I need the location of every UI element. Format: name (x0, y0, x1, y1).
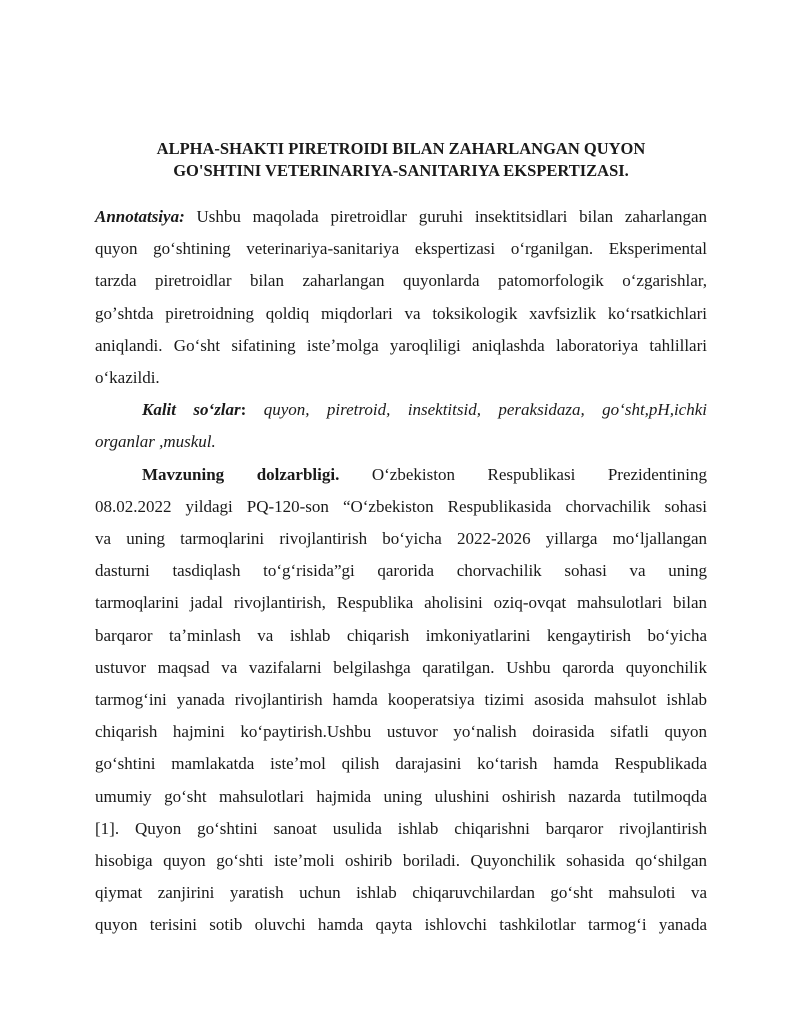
relevance-text: Oʻzbekiston Respublikasi Prezidentining (339, 464, 707, 484)
relevance-line: [1]. Quyon goʻshtini sanoat usulida ishlab chiqarishni barqaror rivojlantirish (95, 818, 707, 838)
relevance-line: va uning tarmoqlarini rivojlantirish boʻyicha 2022-2026 yillarga moʻljallangan (95, 529, 707, 549)
keywords-label: Kalit soʻzlar (142, 400, 241, 420)
relevance-line: hisobiga quyon goʻshti isteʼmoli oshirib boriladi. Quyonchilik sohasida qoʻshilgan (95, 851, 707, 871)
relevance-line: ustuvor maqsad va vazifalarni belgilashga qaratilgan. Ushbu qarorda quyonchilik (95, 657, 707, 677)
relevance-line: tarmogʻini yanada rivojlantirish hamda kooperatsiya tizimi asosida mahsulot ishlab (95, 690, 707, 710)
keywords-paragraph (95, 394, 707, 458)
annotation-paragraph (95, 201, 707, 394)
annotation-line: tarzda piretroidlar bilan zaharlangan quyonlarda patomorfologik oʻzgarishlar, (95, 271, 707, 291)
relevance-line: tarmoqlarini jadal rivojlantirish, Respublika aholisini oziq-ovqat mahsulotlari bilan (95, 593, 707, 613)
relevance-line (95, 459, 707, 491)
relevance-line: 08.02.2022 yildagi PQ-120-son “Oʻzbekiston Respublikasida chorvachilik sohasi (95, 496, 707, 516)
relevance-line: quyon terisini sotib oluvchi hamda qayta ishlovchi tashkilotlar tarmogʻi yanada (95, 915, 707, 935)
annotation-line: oʻkazildi. (95, 368, 160, 388)
annotation-label: Annotatsiya: (95, 207, 185, 226)
article-body (95, 201, 707, 942)
keywords-line: organlar ,muskul. (95, 432, 216, 452)
annotation-line: quyon goʻshtining veterinariya-sanitariya ekspertizasi oʻrganilgan. Eksperimental (95, 239, 707, 259)
article-title (95, 138, 707, 182)
annotation-line: aniqlandi. Goʻsht sifatining isteʼmolga yaroqliligi aniqlashda laboratoriya tahlillari (95, 335, 707, 355)
title-line-1: ALPHA-SHAKTI PIRETROIDI BILAN ZAHARLANGAN QUYON (156, 139, 646, 158)
relevance-line: umumiy goʻsht mahsulotlari hajmida uning ulushini oshirish nazarda tutilmoqda (95, 786, 707, 806)
keywords-line (95, 394, 707, 426)
title-line-2: GO'SHTINI VETERINARIYA-SANITARIYA EKSPERTIZASI. (173, 161, 629, 180)
relevance-paragraph (95, 459, 707, 942)
relevance-line: barqaror taʼminlash va ishlab chiqarish imkoniyatlarini kengaytirish boʻyicha (95, 625, 707, 645)
annotation-line: goʼshtda piretroidning qoldiq miqdorlari va toksikologik xavfsizlik koʻrsatkichlari (95, 303, 707, 323)
keywords-text: quyon, piretroid, insektitsid, peraksidaza, goʻsht,pH,ichki (246, 400, 707, 420)
annotation-text: Ushbu maqolada piretroidlar guruhi insektitsidlari bilan zaharlangan (184, 207, 707, 226)
keywords-colon: : (240, 400, 247, 420)
relevance-label: Mavzuning dolzarbligi. (142, 464, 340, 484)
relevance-line: goʻshtini mamlakatda isteʼmol qilish darajasini koʻtarish hamda Respublikada (95, 754, 707, 774)
relevance-line: chiqarish hajmini koʻpaytirish.Ushbu ustuvor yoʻnalish doirasida sifatli quyon (95, 722, 707, 742)
relevance-line: dasturni tasdiqlash toʻgʻrisida”gi qarorida chorvachilik sohasi va uning (95, 561, 707, 581)
annotation-line (95, 201, 707, 233)
relevance-line: qiymat zanjirini yaratish uchun ishlab chiqaruvchilardan goʻsht mahsuloti va (95, 883, 707, 903)
